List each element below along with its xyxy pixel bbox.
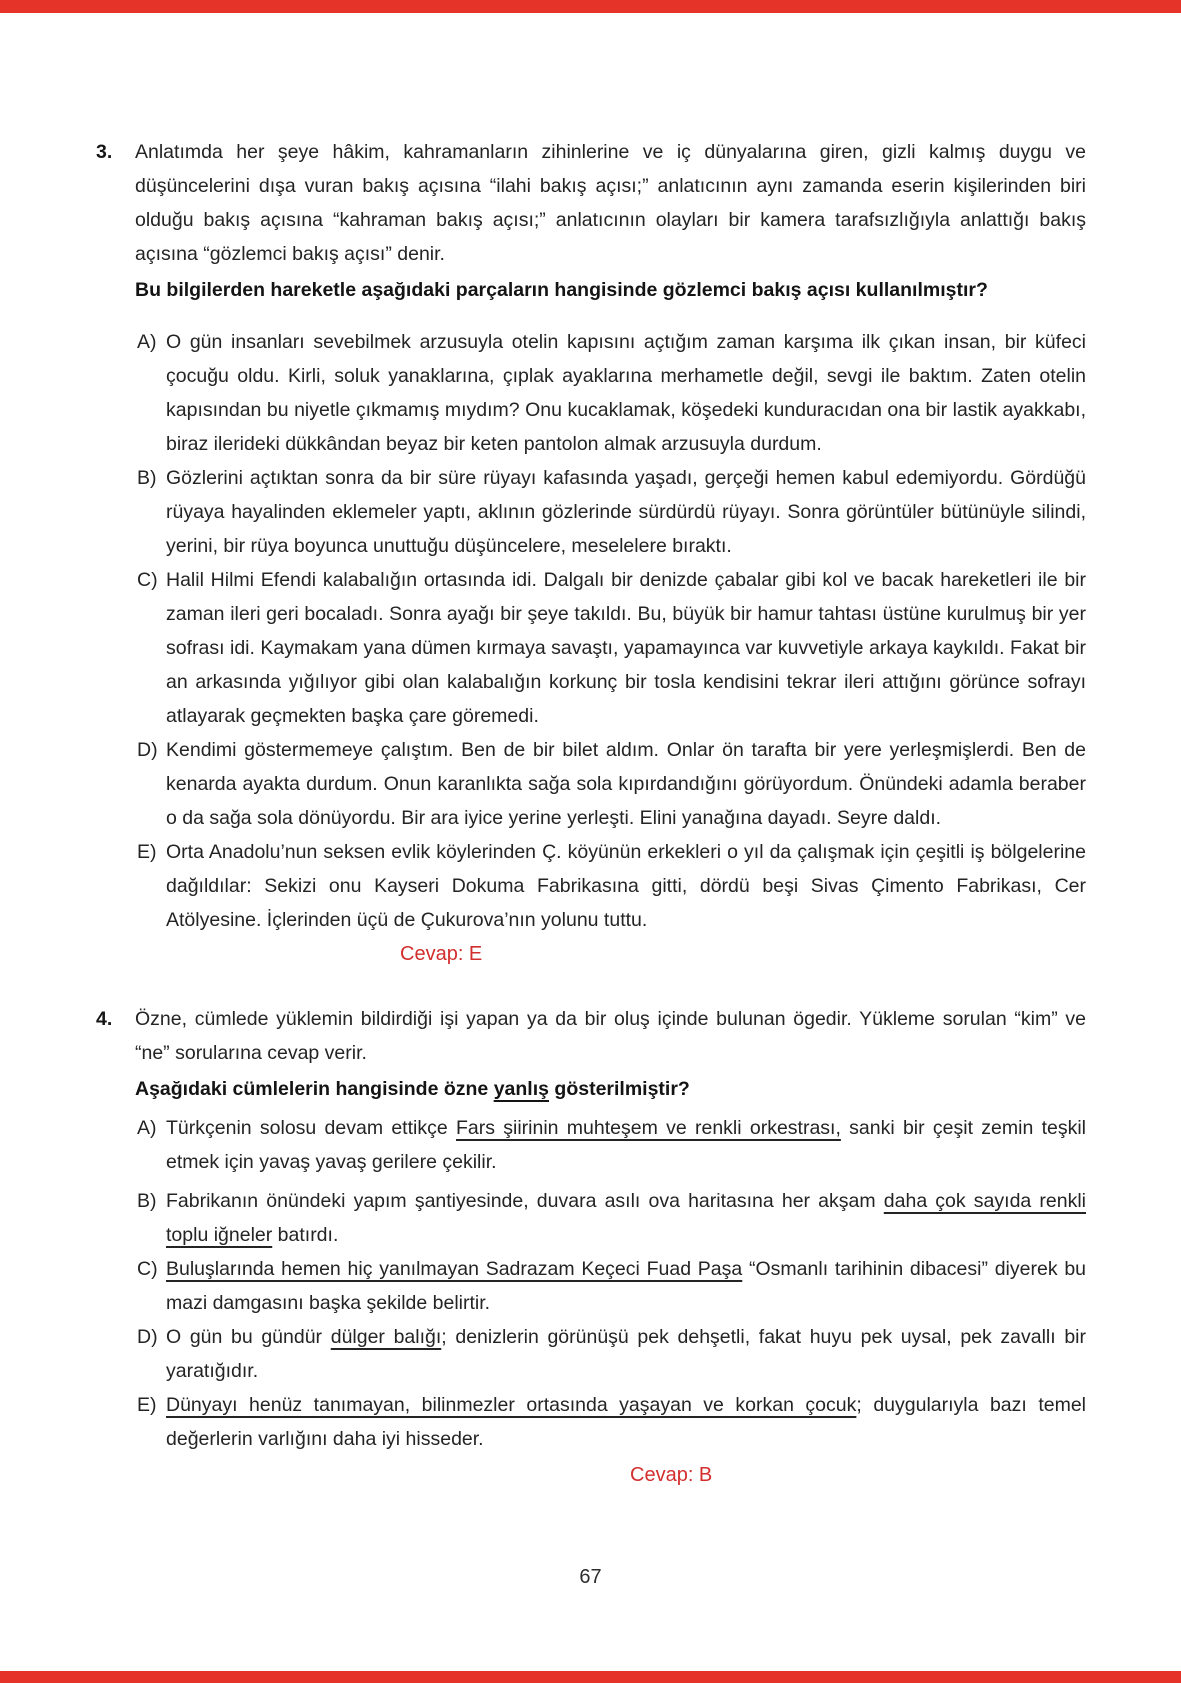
question-4-option-b xyxy=(135,1184,1086,1252)
question-4-option-c xyxy=(135,1252,1086,1320)
question-3-option-e xyxy=(135,835,1086,937)
option-text: Kendimi göstermemeye çalıştım. Ben de bir bilet aldım. Onlar ön tarafta bir yere yerleşmişlerdi. Ben de kenarda ayakta durdum. Onun karanlıkta sağa sola kıpırdandığını görüyordum. Önündeki adamla beraber o da sağa sola dönüyordu. Bir ara iyice yerine yerleşti. Elini yanağına dayadı. Seyre daldı. xyxy=(166,739,1086,829)
option-text: Dünyayı henüz tanımayan, bilinmezler ortasında yaşayan ve korkan çocuk; duygularıyla bazı temel değerlerin varlığını daha iyi hisseder. xyxy=(166,1394,1087,1450)
question-4-body xyxy=(135,1002,1086,1492)
option-letter: A) xyxy=(137,331,157,353)
question-4-number: 4. xyxy=(96,1008,113,1030)
question-3-body xyxy=(135,135,1086,971)
option-text: O gün insanları sevebilmek arzusuyla otelin kapısını açtığım zaman karşıma ilk çıkan insan, bir küfeci çocuğu oldu. Kirli, soluk yanaklarına, çıplak ayaklarına merhametle değil, sevgi ile baktım. Zaten otelin kapısından bu niyetle çıkmamış mıydım? Onu kucaklamak, köşedeki kunduracıdan ona bir lastik ayakkabı, biraz ilerideki dükkândan beyaz bir keten pantolon almak arzusuyla durdum. xyxy=(166,331,1086,455)
question-3-prompt: Bu bilgilerden hareketle aşağıdaki parçaların hangisinde gözlemci bakış açısı kullanılmıştır? xyxy=(135,279,988,301)
question-4-option-e xyxy=(135,1388,1086,1456)
option-text: Orta Anadolu’nun seksen evlik köylerinden Ç. köyünün erkekleri o yıl da çalışmak için çeşitli iş bölgelerine dağıldılar: Sekizi onu Kayseri Dokuma Fabrikasına gitti, dördü beşi Sivas Çimento Fabrikası, Cer Atölyesine. İçlerinden üçü de Çukurova’nın yolunu tuttu. xyxy=(166,841,1086,931)
question-3-number: 3. xyxy=(96,141,113,163)
option-letter: E) xyxy=(137,841,157,863)
option-letter: C) xyxy=(137,1258,158,1280)
option-text: Halil Hilmi Efendi kalabalığın ortasında idi. Dalgalı bir denizde çabalar gibi kol ve bacak hareketleri ile bir zaman ileri geri bocaladı. Sonra ayağı bir şeye takıldı. Bu, büyük bir hamur tahtası üstüne kurulmuş bir yer sofrası idi. Kaymakam yana dümen kırmaya savaştı, yapamayınca var kuvvetiyle arkaya kaykıldı. Fakat bir an arkasında yığılıyor gibi olan kalabalığın korkunç bir tosla kendisini tekrar ileri attığını görünce sofrayı atlayarak geçmekten başka çare göremedi. xyxy=(166,569,1086,727)
question-3-option-b xyxy=(135,461,1086,563)
question-3-option-d xyxy=(135,733,1086,835)
question-3-answer-label: Cevap: E xyxy=(400,943,483,965)
option-text: O gün bu gündür dülger balığı; denizlerin görünüşü pek dehşetli, fakat huyu pek uysal, pek zavallı bir yaratığıdır. xyxy=(166,1326,1087,1382)
question-4-answer-label: Cevap: B xyxy=(630,1464,713,1486)
bottom-red-bar xyxy=(0,1671,1181,1683)
question-4-intro: Özne, cümlede yüklemin bildirdiği işi yapan ya da bir oluş içinde bulunan ögedir. Yükleme sorulan “kim” ve “ne” sorularına cevap verir. xyxy=(135,1008,1086,1064)
top-red-bar xyxy=(0,0,1181,13)
option-letter: D) xyxy=(137,739,158,761)
option-text: Gözlerini açtıktan sonra da bir süre rüyayı kafasında yaşadı, gerçeği hemen kabul edemiyordu. Gördüğü rüyaya hayalinden eklemeler yaptı, aklının gözlerinde sürdürdü rüyayı. Sonra görüntüler bütünüyle silindi, yerini, bir rüya boyunca unuttuğu düşüncelere, meselelere bıraktı. xyxy=(166,467,1086,557)
question-4 xyxy=(96,1002,1086,1492)
question-3-option-a xyxy=(135,325,1086,461)
question-4-option-d xyxy=(135,1320,1086,1388)
option-letter: B) xyxy=(137,467,157,489)
question-4-option-a xyxy=(135,1111,1086,1179)
question-4-prompt: Aşağıdaki cümlelerin hangisinde özne yanlış gösterilmiştir? xyxy=(135,1078,690,1100)
question-3-intro: Anlatımda her şeye hâkim, kahramanların zihinlerine ve iç dünyalarına giren, gizli kalmış duygu ve düşüncelerini dışa vuran bakış açısına “ilahi bakış açısı;” anlatıcının aynı zamanda eserin kişilerinden biri olduğu bakış açısına “kahraman bakış açısı;” anlatıcının olayları bir kamera tarafsızlığıyla anlattığı bakış açısına “gözlemci bakış açısı” denir. xyxy=(135,141,1086,265)
option-letter: E) xyxy=(137,1394,157,1416)
option-letter: C) xyxy=(137,569,158,591)
option-letter: D) xyxy=(137,1326,158,1348)
question-3 xyxy=(96,135,1086,971)
option-letter: A) xyxy=(137,1117,157,1139)
page-number: 67 xyxy=(579,1566,602,1588)
option-text: Buluşlarında hemen hiç yanılmayan Sadrazam Keçeci Fuad Paşa “Osmanlı tarihinin dibacesi” diyerek bu mazi damgasını başka şekilde belirtir. xyxy=(166,1258,1087,1314)
option-text: Fabrikanın önündeki yapım şantiyesinde, duvara asılı ova haritasına her akşam daha çok sayıda renkli toplu iğneler batırdı. xyxy=(166,1190,1087,1246)
page-content xyxy=(96,135,1086,1492)
option-text: Türkçenin solosu devam ettikçe Fars şiirinin muhteşem ve renkli orkestrası, sanki bir çeşit zemin teşkil etmek için yavaş yavaş gerilere çekilir. xyxy=(166,1117,1087,1173)
question-3-option-c xyxy=(135,563,1086,733)
option-letter: B) xyxy=(137,1190,157,1212)
